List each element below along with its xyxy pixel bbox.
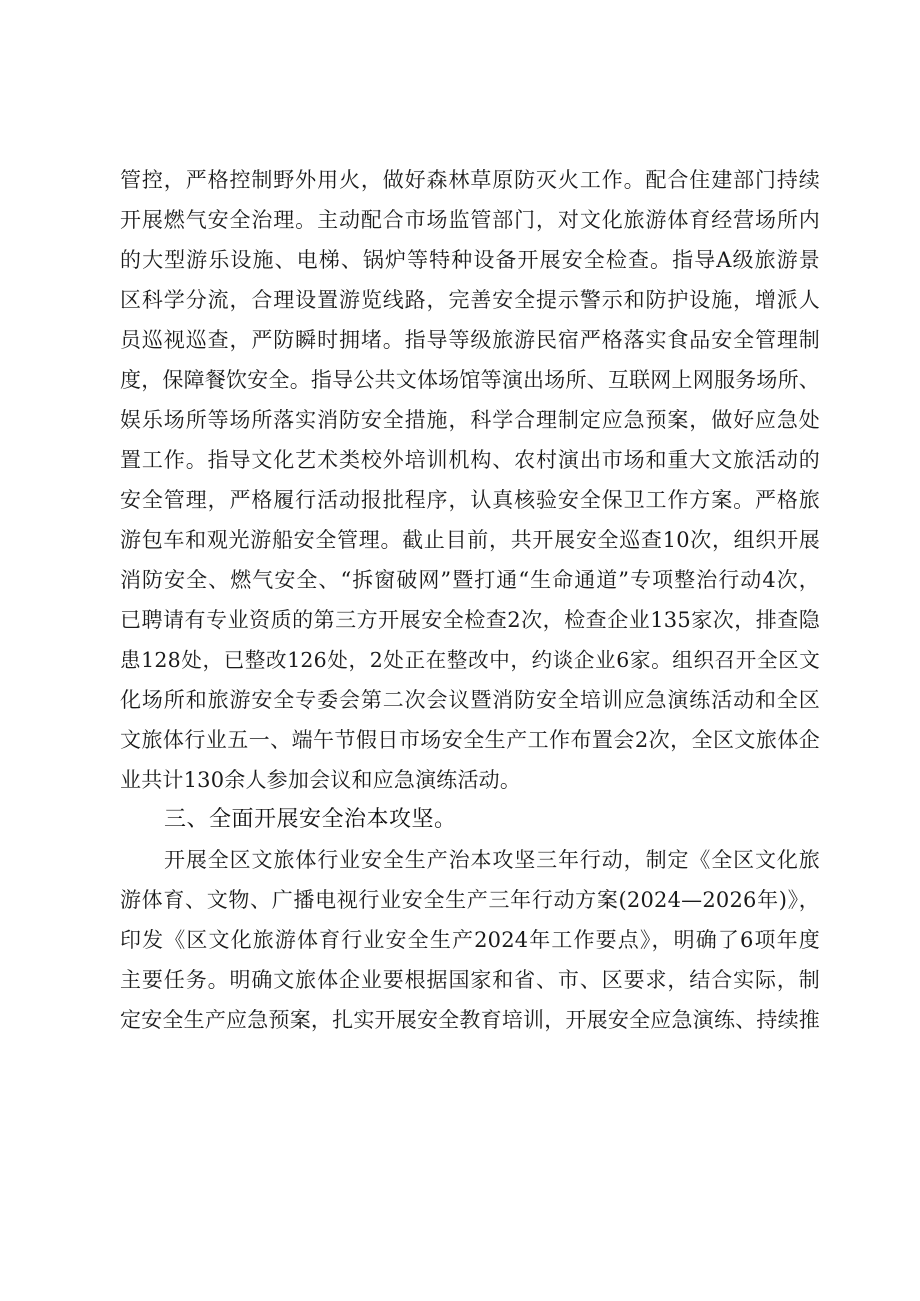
paragraph-line: 度，保障餐饮安全。指导公共文体场馆等演出场所、互联网上网服务场所、 bbox=[120, 368, 820, 392]
paragraph-line: 印发《区文化旅游体育行业安全生产2024年工作要点》，明确了6项年度 bbox=[120, 928, 820, 952]
paragraph-line: 开展燃气安全治理。主动配合市场监管部门，对文化旅游体育经营场所内 bbox=[120, 208, 820, 232]
paragraph-line: 区科学分流，合理设置游览线路，完善安全提示警示和防护设施，增派人 bbox=[120, 288, 820, 312]
paragraph-line: 患128处，已整改126处，2处正在整改中，约谈企业6家。组织召开全区文 bbox=[120, 648, 820, 672]
paragraph-line: 开展全区文旅体行业安全生产治本攻坚三年行动，制定《全区文化旅 bbox=[164, 848, 820, 872]
paragraph-line: 主要任务。明确文旅体企业要根据国家和省、市、区要求，结合实际，制 bbox=[120, 968, 820, 992]
paragraph-line: 置工作。指导文化艺术类校外培训机构、农村演出市场和重大文旅活动的 bbox=[120, 448, 820, 472]
paragraph-line: 安全管理，严格履行活动报批程序，认真核验安全保卫工作方案。严格旅 bbox=[120, 488, 820, 512]
paragraph-line: 游包车和观光游船安全管理。截止目前，共开展安全巡查10次，组织开展 bbox=[120, 528, 820, 552]
paragraph-line: 娱乐场所等场所落实消防安全措施，科学合理制定应急预案，做好应急处 bbox=[120, 408, 820, 432]
paragraph-line: 管控，严格控制野外用火，做好森林草原防灭火工作。配合住建部门持续 bbox=[120, 168, 820, 192]
paragraph-line: 的大型游乐设施、电梯、锅炉等特种设备开展安全检查。指导A级旅游景 bbox=[120, 248, 820, 272]
paragraph-line: 消防安全、燃气安全、“拆窗破网”暨打通“生命通道”专项整治行动4次， bbox=[120, 568, 820, 592]
section-heading: 三、全面开展安全治本攻坚。 bbox=[164, 807, 457, 832]
paragraph-line: 定安全生产应急预案，扎实开展安全教育培训，开展安全应急演练、持续推 bbox=[120, 1008, 820, 1032]
paragraph-line: 文旅体行业五一、端午节假日市场安全生产工作布置会2次，全区文旅体企 bbox=[120, 728, 820, 752]
paragraph-line: 游体育、文物、广播电视行业安全生产三年行动方案(2024—2026年)》， bbox=[120, 888, 820, 912]
paragraph-line: 员巡视巡查，严防瞬时拥堵。指导等级旅游民宿严格落实食品安全管理制 bbox=[120, 328, 820, 352]
paragraph-line: 化场所和旅游安全专委会第二次会议暨消防安全培训应急演练活动和全区 bbox=[120, 688, 820, 712]
paragraph-line: 已聘请有专业资质的第三方开展安全检查2次，检查企业135家次，排查隐 bbox=[120, 608, 820, 632]
paragraph-line: 业共计130余人参加会议和应急演练活动。 bbox=[120, 768, 522, 792]
